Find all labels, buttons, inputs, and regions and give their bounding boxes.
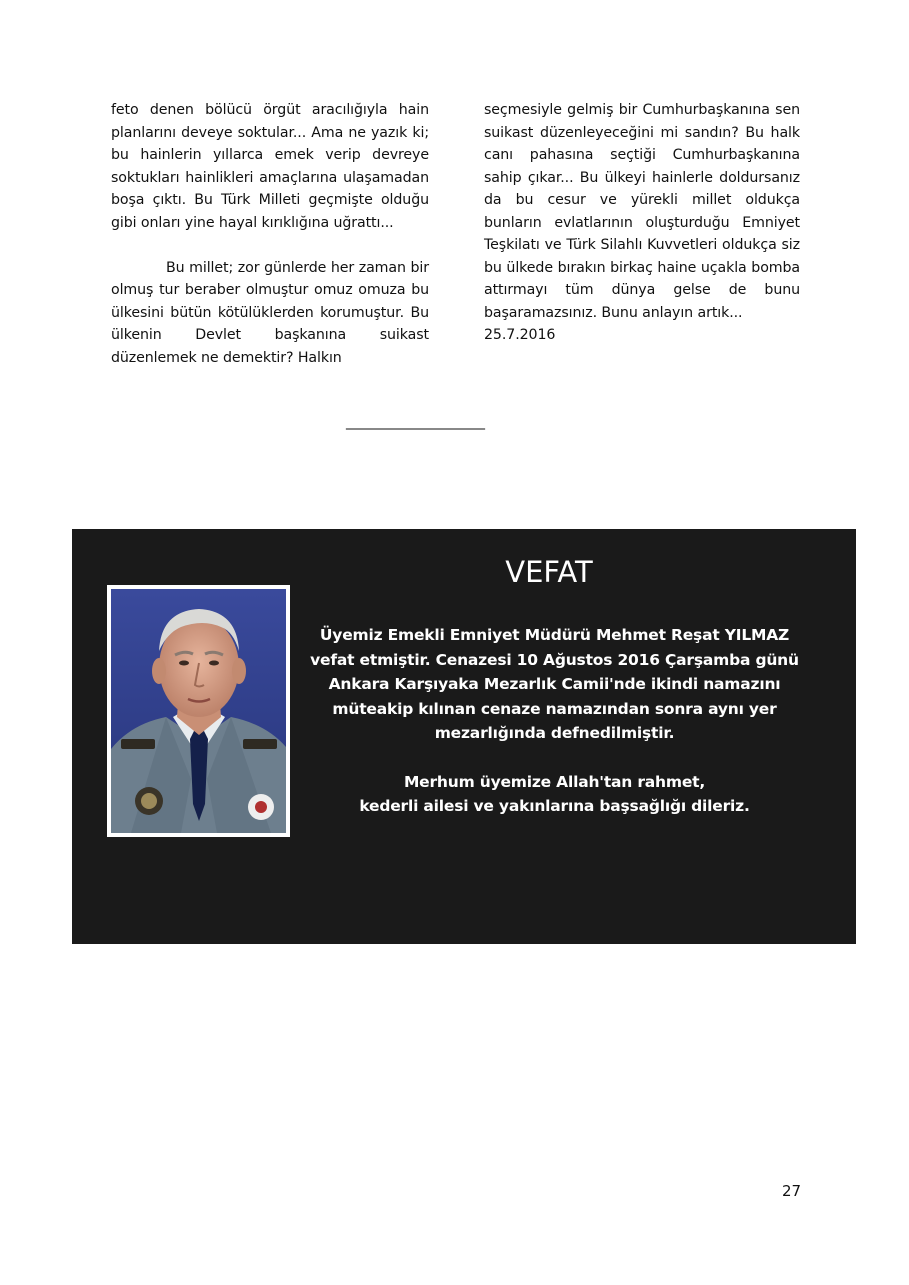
notice-body: Üyemiz Emekli Emniyet Müdürü Mehmet Reşat YILMAZ vefat etmiştir. Cenazesi 10 Ağustos 2016 Çarşamba günü Ankara Karşıyaka Mezarlık Camii'nde ikindi namazını müteakip kılınan cenaze namazından sonra aynı yer mezarlığında defnedilmiştir.: [310, 626, 799, 742]
notice-text: [302, 623, 807, 819]
portrait-photo: [111, 589, 286, 833]
obituary-notice: [72, 529, 856, 944]
left-text-column: [111, 99, 429, 369]
notice-title: VEFAT: [505, 555, 593, 589]
portrait-frame: [107, 585, 290, 837]
condolence-line-1: Merhum üyemize Allah'tan rahmet,: [403, 772, 706, 791]
section-separator: _______________________: [346, 414, 484, 430]
right-paragraph-1: seçmesiyle gelmiş bir Cumhurbaşkanına sen suikast düzenleyeceğini mi sandın? Bu halk canı pahasına seçtiği Cumhurbaşkanına sahip çıkar... Bu ülkeyi hainlerle doldursanız da bu cesur ve yürekli millet oldukça bunların evlatlarının oluşturduğu Emniyet Teşkilatı ve Türk Silahlı Kuvvetleri oldukça siz bu ülkede bırakın birkaç haine uçakla bomba attırmayı tüm dünya gelse de bunu başaramazsınız. Bunu anlayın artık...: [484, 102, 800, 321]
left-paragraph-2: Bu millet; zor günlerde her zaman bir olmuş tur beraber olmuştur omuz omuza bu ülkesini bütün kötülüklerden korumuştur. Bu ülkenin Devlet başkanına suikast düzenlemek ne demektir? Halkın: [111, 259, 429, 366]
article-date: 25.7.2016: [484, 327, 556, 343]
right-text-column: [484, 99, 800, 347]
left-paragraph-1: feto denen bölücü örgüt aracılığıyla hain planlarını deveye soktular... Ama ne yazık ki; bu hainlerin yıllarca emek verip devreye soktukları hainlikleri amaçlarına ulaşamadan boşa çıktı. Bu Türk Milleti geçmişte olduğu gibi onları yine hayal kırıklığına uğrattı...: [111, 102, 429, 231]
condolence-line-2: kederli ailesi ve yakınlarına başsağlığı dileriz.: [359, 797, 750, 815]
page-number: 27: [782, 1182, 802, 1200]
